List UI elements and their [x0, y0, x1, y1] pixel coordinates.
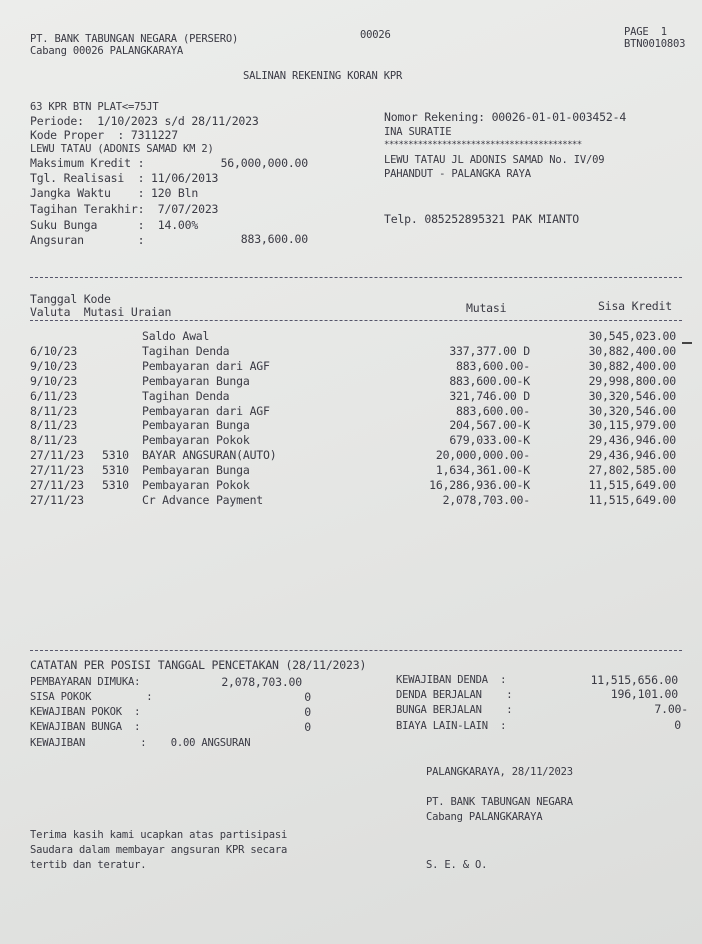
divider-top	[30, 277, 682, 278]
tx-mutasi: 337,377.00 D	[449, 344, 530, 358]
tx-mutasi: 20,000,000.00-	[435, 448, 530, 462]
catatan-right-label-3: BIAYA LAIN-LAIN :	[396, 720, 507, 732]
tx-sisa-kredit: 30,320,546.00	[588, 404, 676, 418]
product-line: 63 KPR BTN PLAT<=75JT	[30, 101, 159, 113]
footer-bank-name: PT. BANK TABUNGAN NEGARA	[426, 796, 573, 808]
column-header-sisa-kredit: Sisa Kredit	[598, 299, 672, 313]
tx-description: Pembayaran Pokok	[142, 478, 250, 492]
column-header-mutasi: Mutasi	[466, 301, 507, 315]
tx-sisa-kredit: 29,436,946.00	[588, 433, 676, 447]
tx-code: 5310	[102, 478, 129, 492]
tx-date: 8/11/23	[30, 433, 78, 447]
tx-description: BAYAR ANGSURAN(AUTO)	[142, 448, 277, 462]
catatan-right-value-2: 7.00-	[654, 702, 688, 716]
tx-description: Pembayaran Pokok	[142, 433, 250, 447]
footer-branch: Cabang PALANGKARAYA	[426, 811, 543, 823]
catatan-right-value-1: 196,101.00	[610, 687, 678, 701]
thanks-line-1: Terima kasih kami ucapkan atas partisipasi	[30, 829, 288, 841]
tx-description: Pembayaran Bunga	[142, 374, 250, 388]
tx-mutasi: 204,567.00-K	[449, 418, 530, 432]
tagihan-terakhir: Tagihan Terakhir: 7/07/2023	[30, 202, 219, 216]
telepon: Telp. 085252895321 PAK MIANTO	[384, 212, 579, 226]
tx-sisa-kredit: 27,802,585.00	[588, 463, 676, 477]
nomor-rekening: Nomor Rekening: 00026-01-01-003452-4	[384, 110, 627, 124]
catatan-left-value-2: 0	[304, 705, 311, 719]
angsuran-label: Angsuran :	[30, 233, 145, 247]
tx-sisa-kredit: 29,436,946.00	[588, 448, 676, 462]
tx-date: 27/11/23	[30, 463, 84, 477]
tx-mutasi: 2,078,703.00-	[442, 493, 530, 507]
lokasi: LEWU TATAU (ADONIS SAMAD KM 2)	[30, 143, 214, 155]
tx-mutasi: 679,033.00-K	[449, 433, 530, 447]
tx-date: 8/11/23	[30, 418, 78, 432]
maksimum-kredit-label: Maksimum Kredit :	[30, 156, 145, 170]
catatan-left-label-0: PEMBAYARAN DIMUKA:	[30, 676, 141, 688]
tgl-realisasi: Tgl. Realisasi : 11/06/2013	[30, 171, 219, 185]
divider-header	[30, 320, 682, 321]
catatan-title: CATATAN PER POSISI TANGGAL PENCETAKAN (28/11/2023)	[30, 658, 367, 672]
tx-description: Pembayaran dari AGF	[142, 404, 270, 418]
tx-date: 9/10/23	[30, 374, 78, 388]
branch-code: 00026	[360, 29, 391, 41]
maksimum-kredit-value: 56,000,000.00	[220, 156, 308, 170]
page-number: PAGE 1	[624, 26, 667, 38]
tx-mutasi: 883,600.00-	[456, 359, 530, 373]
tx-sisa-kredit: 29,998,800.00	[588, 374, 676, 388]
tx-sisa-kredit: 30,882,400.00	[588, 359, 676, 373]
tx-description: Pembayaran dari AGF	[142, 359, 270, 373]
tx-mutasi: 16,286,936.00-K	[429, 478, 530, 492]
tx-description: Pembayaran Bunga	[142, 463, 250, 477]
tx-mutasi: 1,634,361.00-K	[435, 463, 530, 477]
catatan-left-label-2: KEWAJIBAN POKOK :	[30, 706, 141, 718]
catatan-left-label-3: KEWAJIBAN BUNGA :	[30, 721, 141, 733]
catatan-right-label-2: BUNGA BERJALAN :	[396, 704, 513, 716]
kode-proper: Kode Proper : 7311227	[30, 128, 178, 142]
tx-date: 6/11/23	[30, 389, 78, 403]
place-date: PALANGKARAYA, 28/11/2023	[426, 766, 573, 778]
jangka-waktu: Jangka Waktu : 120 Bln	[30, 186, 199, 200]
tx-date: 27/11/23	[30, 448, 84, 462]
column-header-valuta: Valuta Mutasi Uraian	[30, 305, 172, 319]
separator-stars: *****************************************	[384, 140, 582, 150]
catatan-left-label-1: SISA POKOK :	[30, 691, 153, 703]
catatan-right-label-0: KEWAJIBAN DENDA :	[396, 674, 507, 686]
column-header-tanggal: Tanggal Kode	[30, 292, 111, 306]
nama-nasabah: INA SURATIE	[384, 126, 452, 138]
bank-name: PT. BANK TABUNGAN NEGARA (PERSERO)	[30, 33, 239, 45]
tx-sisa-kredit: 11,515,649.00	[588, 493, 676, 507]
tx-description: Tagihan Denda	[142, 389, 230, 403]
catatan-right-value-0: 11,515,656.00	[590, 673, 678, 687]
catatan-right-value-3: 0	[674, 718, 681, 732]
signoff: S. E. & O.	[426, 859, 488, 871]
catatan-kewajiban: KEWAJIBAN : 0.00 ANGSURAN	[30, 737, 251, 749]
tx-sisa-kredit: 30,115,979.00	[588, 418, 676, 432]
tx-mutasi: 883,600.00-	[456, 404, 530, 418]
tx-description: Cr Advance Payment	[142, 493, 264, 507]
catatan-left-value-3: 0	[304, 720, 311, 734]
document-title: SALINAN REKENING KORAN KPR	[243, 70, 403, 82]
thanks-line-2: Saudara dalam membayar angsuran KPR secara	[30, 844, 288, 856]
tx-date: 27/11/23	[30, 493, 84, 507]
tx-sisa-kredit: 30,320,546.00	[588, 389, 676, 403]
tx-description: Tagihan Denda	[142, 344, 230, 358]
branch-name: Cabang 00026 PALANGKARAYA	[30, 45, 184, 57]
alamat-line-2: PAHANDUT - PALANGKA RAYA	[384, 168, 531, 180]
alamat-line-1: LEWU TATAU JL ADONIS SAMAD No. IV/09	[384, 154, 605, 166]
tx-sisa-kredit: 30,882,400.00	[588, 344, 676, 358]
catatan-left-value-1: 0	[304, 690, 311, 704]
tx-mutasi: 321,746.00 D	[449, 389, 530, 403]
tx-date: 8/11/23	[30, 404, 78, 418]
tx-code: 5310	[102, 463, 129, 477]
tx-description: Saldo Awal	[142, 329, 210, 343]
tx-date: 6/10/23	[30, 344, 78, 358]
catatan-right-label-1: DENDA BERJALAN :	[396, 689, 513, 701]
tx-date: 9/10/23	[30, 359, 78, 373]
catatan-left-value-0: 2,078,703.00	[221, 675, 302, 689]
tx-code: 5310	[102, 448, 129, 462]
document-code: BTN0010803	[624, 38, 686, 50]
margin-mark	[682, 342, 692, 344]
tx-sisa-kredit: 11,515,649.00	[588, 478, 676, 492]
periode: Periode: 1/10/2023 s/d 28/11/2023	[30, 114, 259, 128]
tx-mutasi: 883,600.00-K	[449, 374, 530, 388]
tx-sisa-kredit: 30,545,023.00	[588, 329, 676, 343]
suku-bunga: Suku Bunga : 14.00%	[30, 218, 199, 232]
divider-bottom	[30, 650, 682, 651]
angsuran-value: 883,600.00	[240, 232, 308, 246]
tx-date: 27/11/23	[30, 478, 84, 492]
tx-description: Pembayaran Bunga	[142, 418, 250, 432]
thanks-line-3: tertib dan teratur.	[30, 859, 147, 871]
